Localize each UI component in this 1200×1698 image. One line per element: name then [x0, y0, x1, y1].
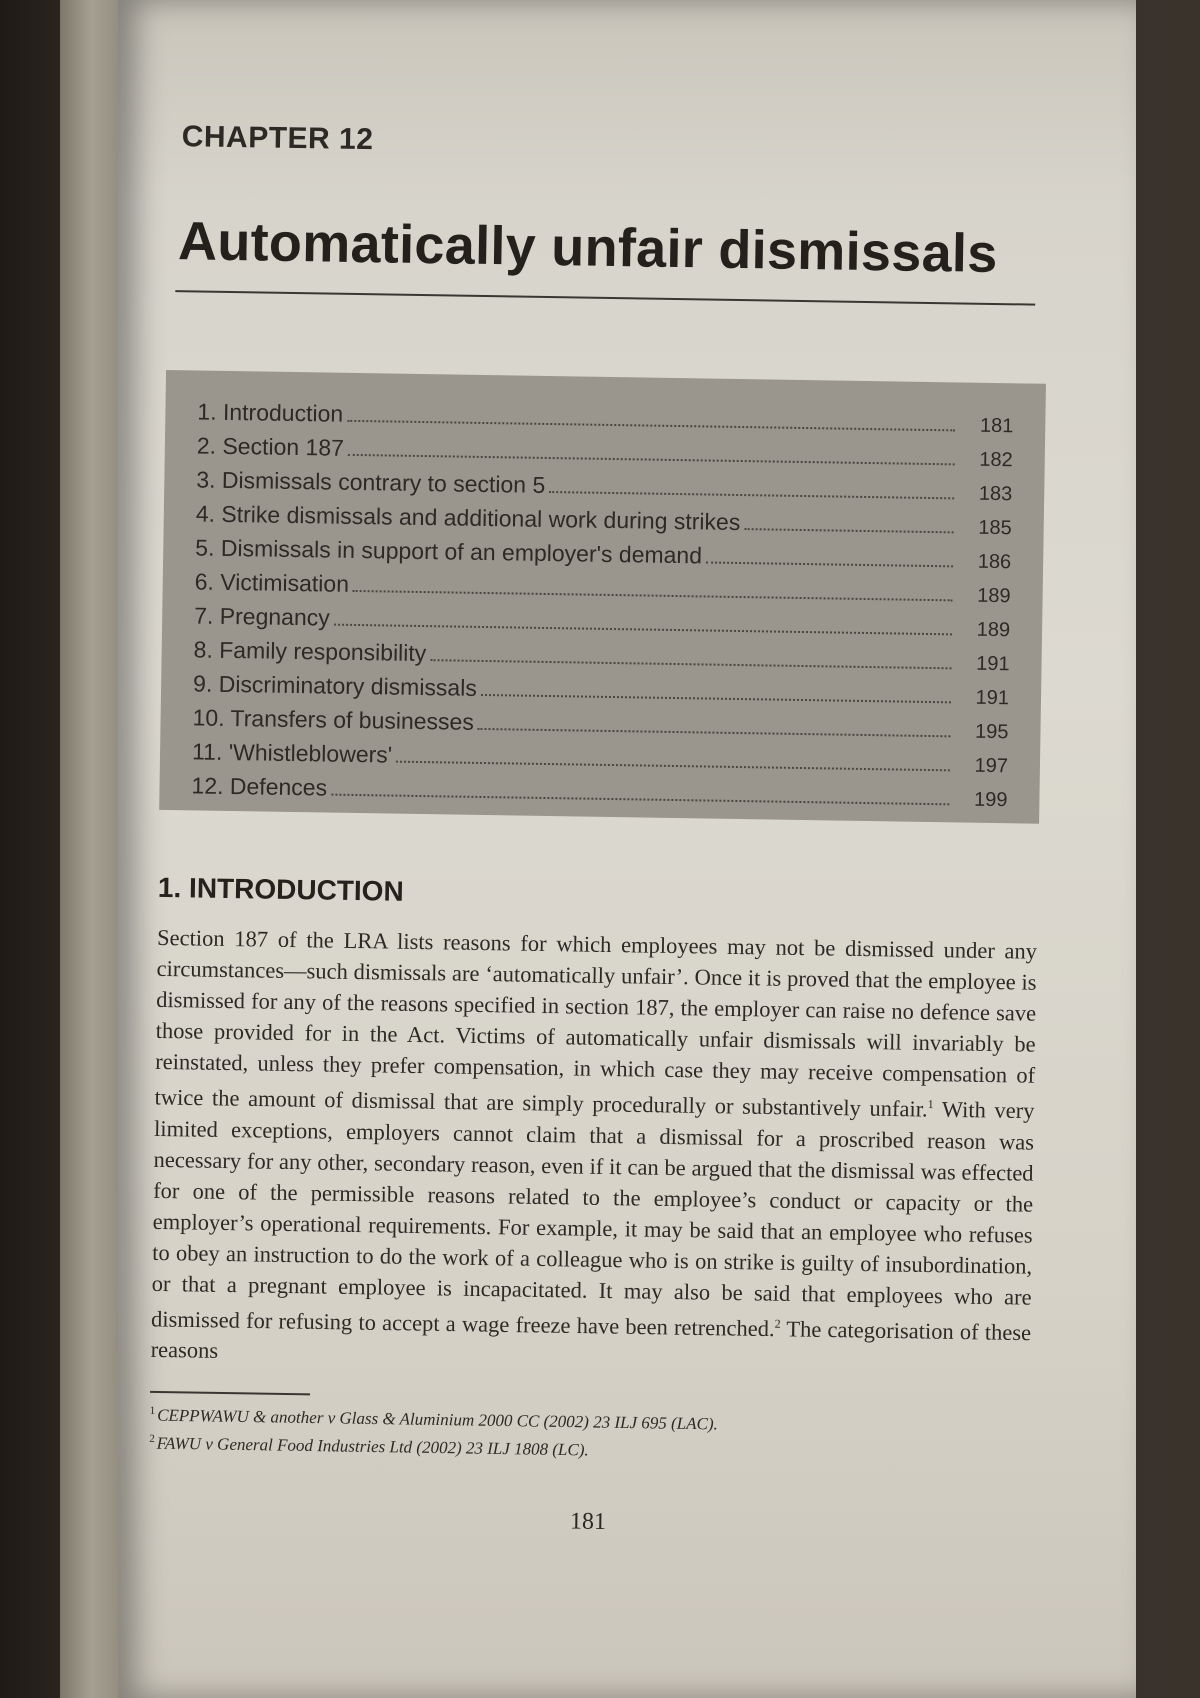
toc-entry-page: 183: [978, 482, 1013, 506]
toc-entry-page: 186: [977, 550, 1012, 574]
toc-entry-label: 8. Family responsibility: [193, 636, 427, 667]
toc-leader-dots: [334, 623, 952, 636]
toc-entry-label: 11. 'Whistleblowers': [191, 738, 393, 768]
toc-entry-page: 191: [975, 686, 1010, 710]
toc-leader-dots: [353, 589, 953, 601]
toc-leader-dots: [348, 453, 955, 466]
chapter-title: Automatically unfair dismissals: [177, 211, 999, 285]
title-rule: [175, 290, 1035, 306]
toc-entry-page: 182: [979, 448, 1013, 472]
toc-entry-label: 9. Discriminatory dismissals: [192, 670, 478, 701]
toc-entry-page: 197: [974, 754, 1009, 778]
body-text-part1: Section 187 of the LRA lists reasons for which employees may not be dismissed under any circumstances—such dismissals are ‘automatically unfair’. Once it is proved that the employee is dismissed for any of the reasons specified in section 187, the employer can raise no defence save those provided for in the Act. Victims of automatically unfair dismissals will invariably be reinstated, unless they prefer compensation, in which case they may receive compensation of twice the amount of dismissal that are simply procedurally or substantively unfair.: [154, 924, 1038, 1122]
toc-entry-label: 4. Strike dismissals and additional work during strikes: [195, 500, 741, 536]
toc-leader-dots: [744, 527, 953, 533]
toc-entry-label: 10. Transfers of businesses: [192, 704, 475, 735]
toc-entry-label: 5. Dismissals in support of an employer's demand: [195, 534, 703, 569]
toc-entry-page: 199: [973, 788, 1008, 812]
toc-entry-label: 7. Pregnancy: [194, 602, 330, 631]
toc-entry-label: 1. Introduction: [197, 398, 344, 427]
table-of-contents: [159, 370, 1046, 824]
toc-leader-dots: [331, 793, 949, 806]
footnote-1-text: CEPPWAWU & another v Glass & Aluminium 2000 CC (2002) 23 ILJ 695 (LAC).: [157, 1405, 718, 1433]
page-content: [148, 120, 1050, 1542]
footnote-marker-1: 1: [927, 1097, 934, 1112]
footnote-marker-2: 2: [774, 1316, 781, 1331]
toc-leader-dots: [478, 727, 951, 737]
toc-entry-label: 6. Victimisation: [194, 568, 350, 597]
body-paragraph: [150, 922, 1037, 1379]
toc-leader-dots: [549, 490, 954, 499]
footnote-rule: [150, 1391, 310, 1395]
toc-entry-page: 189: [977, 584, 1011, 608]
toc-entry-page: 181: [979, 414, 1014, 438]
body-text-part3: The categorisation of these reasons: [150, 1315, 1032, 1363]
toc-leader-dots: [396, 760, 950, 772]
toc-leader-dots: [430, 658, 951, 669]
toc-entry-label: 12. Defences: [191, 772, 328, 801]
section-heading: 1. INTRODUCTION: [157, 871, 404, 907]
toc-entry-page: 185: [978, 516, 1012, 540]
toc-entry-page: 191: [976, 652, 1010, 676]
chapter-label: CHAPTER 12: [181, 120, 374, 157]
toc-leader-dots: [706, 560, 953, 567]
footnote-1-mark: 1: [149, 1404, 156, 1417]
body-text-part2: With very limited exceptions, employers cannot claim that a dismissal for a proscribed reason was necessary for any other, secondary reason, even if it can be argued that the dismissal was effected for one of the permissible reasons related to the employee’s conduct or capacity or the employer’s operational requirements. For example, it may be said that an employee who refuses to obey an instruction to do the work of a colleague who is on strike is guilty of insubordination, or that a pregnant employee is incapacitated. It may also be said that employees who are dismissed for refusing to accept a wage freeze have been retrenched.: [150, 1096, 1035, 1341]
footnotes: [149, 1398, 1030, 1469]
toc-leader-dots: [481, 693, 951, 703]
toc-entry-label: 2. Section 187: [196, 432, 345, 461]
toc-entry-page: 189: [976, 618, 1011, 642]
page-number: 181: [569, 1508, 607, 1535]
footnote-2-mark: 2: [149, 1432, 155, 1446]
footnote-2-text: FAWU v General Food Industries Ltd (2002) 23 ILJ 1808 (LC).: [156, 1433, 589, 1460]
toc-leader-dots: [347, 419, 955, 432]
toc-entry-page: 195: [974, 720, 1009, 744]
toc-entry-label: 3. Dismissals contrary to section 5: [196, 466, 546, 498]
